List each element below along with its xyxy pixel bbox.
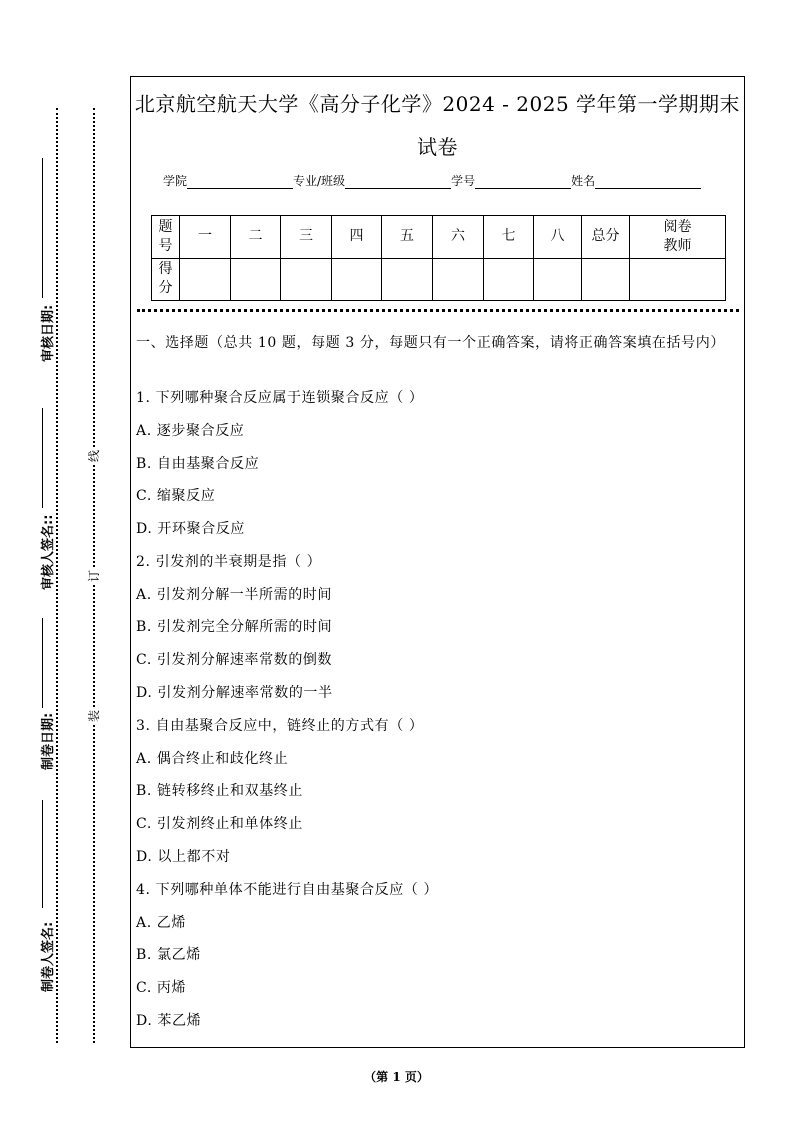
question-4-stem: 4. 下列哪种单体不能进行自由基聚合反应（ ） — [136, 882, 439, 898]
binding-line-outer — [56, 108, 58, 1043]
make-date-label: 制卷日期: — [41, 712, 56, 770]
question-3-option-b: B. 链转移终止和双基终止 — [136, 783, 303, 799]
reviewer-signature-line — [42, 408, 43, 508]
question-1-option-b: B. 自由基聚合反应 — [136, 456, 260, 472]
question-4-option-d: D. 苯乙烯 — [136, 1013, 202, 1029]
major-class-field[interactable] — [345, 174, 451, 189]
score-cell-grader[interactable] — [630, 258, 726, 301]
score-table — [151, 215, 726, 301]
question-4-option-b: B. 氯乙烯 — [136, 947, 201, 963]
score-cell-3[interactable] — [281, 258, 332, 301]
score-cell-total[interactable] — [582, 258, 630, 301]
reviewer-signature-label: 审核人签名:: — [41, 514, 56, 590]
question-2-option-b: B. 引发剂完全分解所需的时间 — [136, 619, 333, 635]
maker-signature-label: 制卷人签名: — [41, 921, 56, 992]
question-1-option-a: A. 逐步聚合反应 — [136, 423, 245, 439]
college-field[interactable] — [187, 174, 293, 189]
name-field[interactable] — [595, 174, 701, 189]
question-1-stem: 1. 下列哪种聚合反应属于连锁聚合反应（ ） — [136, 390, 424, 406]
score-cell-6[interactable] — [433, 258, 484, 301]
question-2-option-c: C. 引发剂分解速率常数的倒数 — [136, 652, 333, 668]
col-6: 六 — [433, 216, 484, 259]
col-5: 五 — [382, 216, 433, 259]
col-8: 八 — [534, 216, 582, 259]
question-3-option-a: A. 偶合终止和歧化终止 — [136, 751, 289, 767]
binding-mark-zhuang: 装 — [87, 710, 101, 723]
question-3-option-d: D. 以上都不对 — [136, 849, 231, 865]
score-cell-8[interactable] — [534, 258, 582, 301]
score-cell-4[interactable] — [332, 258, 382, 301]
score-table-header-row — [152, 216, 726, 259]
section-heading: 一、选择题（总共 10 题，每题 3 分，每题只有一个正确答案，请将正确答案填在括号内） — [136, 335, 725, 351]
student-id-field[interactable] — [475, 174, 571, 189]
question-1-option-c: C. 缩聚反应 — [136, 488, 216, 504]
page-number: （第 1 页） — [364, 1070, 429, 1084]
section-separator — [137, 309, 739, 312]
col-grader: 阅卷教师 — [630, 216, 726, 259]
exam-title-cont: 试卷 — [417, 135, 458, 159]
score-cell-2[interactable] — [231, 258, 281, 301]
exam-title: 北京航空航天大学《高分子化学》2024 - 2025 学年第一学期期末 — [134, 92, 741, 116]
col-3: 三 — [281, 216, 332, 259]
question-4-option-c: C. 丙烯 — [136, 980, 187, 996]
question-2-stem: 2. 引发剂的半衰期是指（ ） — [136, 554, 322, 570]
score-cell-1[interactable] — [180, 258, 231, 301]
student-info-row — [163, 172, 701, 189]
major-class-label: 专业/班级 — [293, 174, 346, 188]
question-4-option-a: A. 乙烯 — [136, 915, 187, 931]
col-7: 七 — [484, 216, 534, 259]
score-cell-5[interactable] — [382, 258, 433, 301]
review-date-label: 审核日期: — [41, 304, 56, 362]
question-2-option-d: D. 引发剂分解速率常数的一半 — [136, 685, 333, 701]
score-table-score-row — [152, 258, 726, 301]
review-date-line — [42, 158, 43, 298]
question-3-stem: 3. 自由基聚合反应中，链终止的方式有（ ） — [136, 718, 424, 734]
college-label: 学院 — [163, 174, 188, 188]
student-id-label: 学号 — [451, 174, 476, 188]
col-1: 一 — [180, 216, 231, 259]
col-total: 总分 — [582, 216, 630, 259]
score-cell-7[interactable] — [484, 258, 534, 301]
binding-mark-xian: 线 — [87, 450, 101, 463]
question-3-option-c: C. 引发剂终止和单体终止 — [136, 816, 303, 832]
binding-mark-ding: 订 — [87, 570, 101, 583]
col-4: 四 — [332, 216, 382, 259]
question-1-option-d: D. 开环聚合反应 — [136, 521, 246, 537]
maker-signature-line — [42, 800, 43, 908]
col-2: 二 — [231, 216, 281, 259]
question-2-option-a: A. 引发剂分解一半所需的时间 — [136, 587, 333, 603]
score-label: 得分 — [152, 258, 180, 301]
name-label: 姓名 — [571, 174, 596, 188]
make-date-line — [42, 618, 43, 708]
question-no-label: 题号 — [152, 216, 180, 259]
